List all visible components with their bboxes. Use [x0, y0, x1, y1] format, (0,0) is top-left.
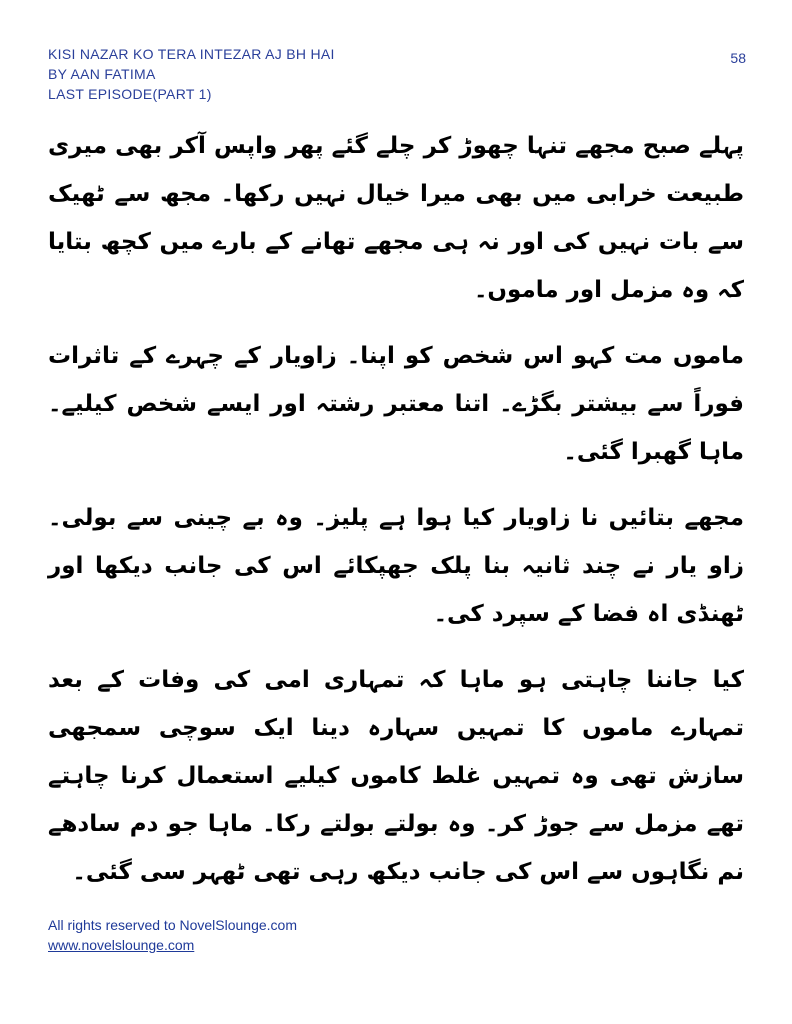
paragraph-1: پہلے صبح مجھے تنہا چھوڑ کر چلے گئے پھر واپس آکر بھی میری طبیعت خرابی میں بھی میرا خیال نہیں رکھا۔ مجھ سے ٹھیک سے بات نہیں کی اور نہ ہی مجھے تھانے کے بارے میں کچھ بتایا کہ وہ مزمل اور ماموں۔	[48, 133, 744, 303]
paragraph-4: کیا جاننا چاہتی ہو ماہا کہ تمہاری امی کی وفات کے بعد تمہارے ماموں کا تمہیں سہارہ دینا ایک سوچی سمجھی سازش تھی وہ تمہیں غلط کاموں کیلیے استعمال کرنا چاہتے تھے مزمل سے جوڑ کر۔ وہ بولتے بولتے رکا۔ ماہا جو دم سادھے نم نگاہوں سے اس کی جانب دیکھ رہی تھی ٹھہر سی گئی۔	[48, 667, 745, 885]
website-link[interactable]: www.novelslounge.com	[48, 937, 195, 953]
story-body	[48, 122, 744, 896]
novel-title: KISI NAZAR KO TERA INTEZAR AJ BH HAI	[48, 46, 335, 62]
paragraph-3: مجھے بتائیں نا زاویار کیا ہوا ہے پلیز۔ وہ بے چینی سے بولی۔ زاو یار نے چند ثانیہ بنا پلک جھپکائے اس کی جانب دیکھا اور ٹھنڈی اہ فضا کے سپرد کی۔	[48, 505, 744, 627]
document-footer	[48, 915, 297, 955]
author-line: BY AAN FATIMA	[48, 66, 156, 82]
episode-line: LAST EPISODE(PART 1)	[48, 86, 212, 102]
paragraph-2: ماموں مت کہو اس شخص کو اپنا۔ زاویار کے چہرے کے تاثرات فوراً سے بیشتر بگڑے۔ اتنا معتبر رشتہ اور ایسے شخص کیلیے۔ ماہا گھبرا گئی۔	[48, 343, 744, 465]
page-number: 58	[730, 50, 746, 66]
document-header	[48, 44, 448, 104]
rights-notice: All rights reserved to NovelSlounge.com	[48, 917, 298, 933]
